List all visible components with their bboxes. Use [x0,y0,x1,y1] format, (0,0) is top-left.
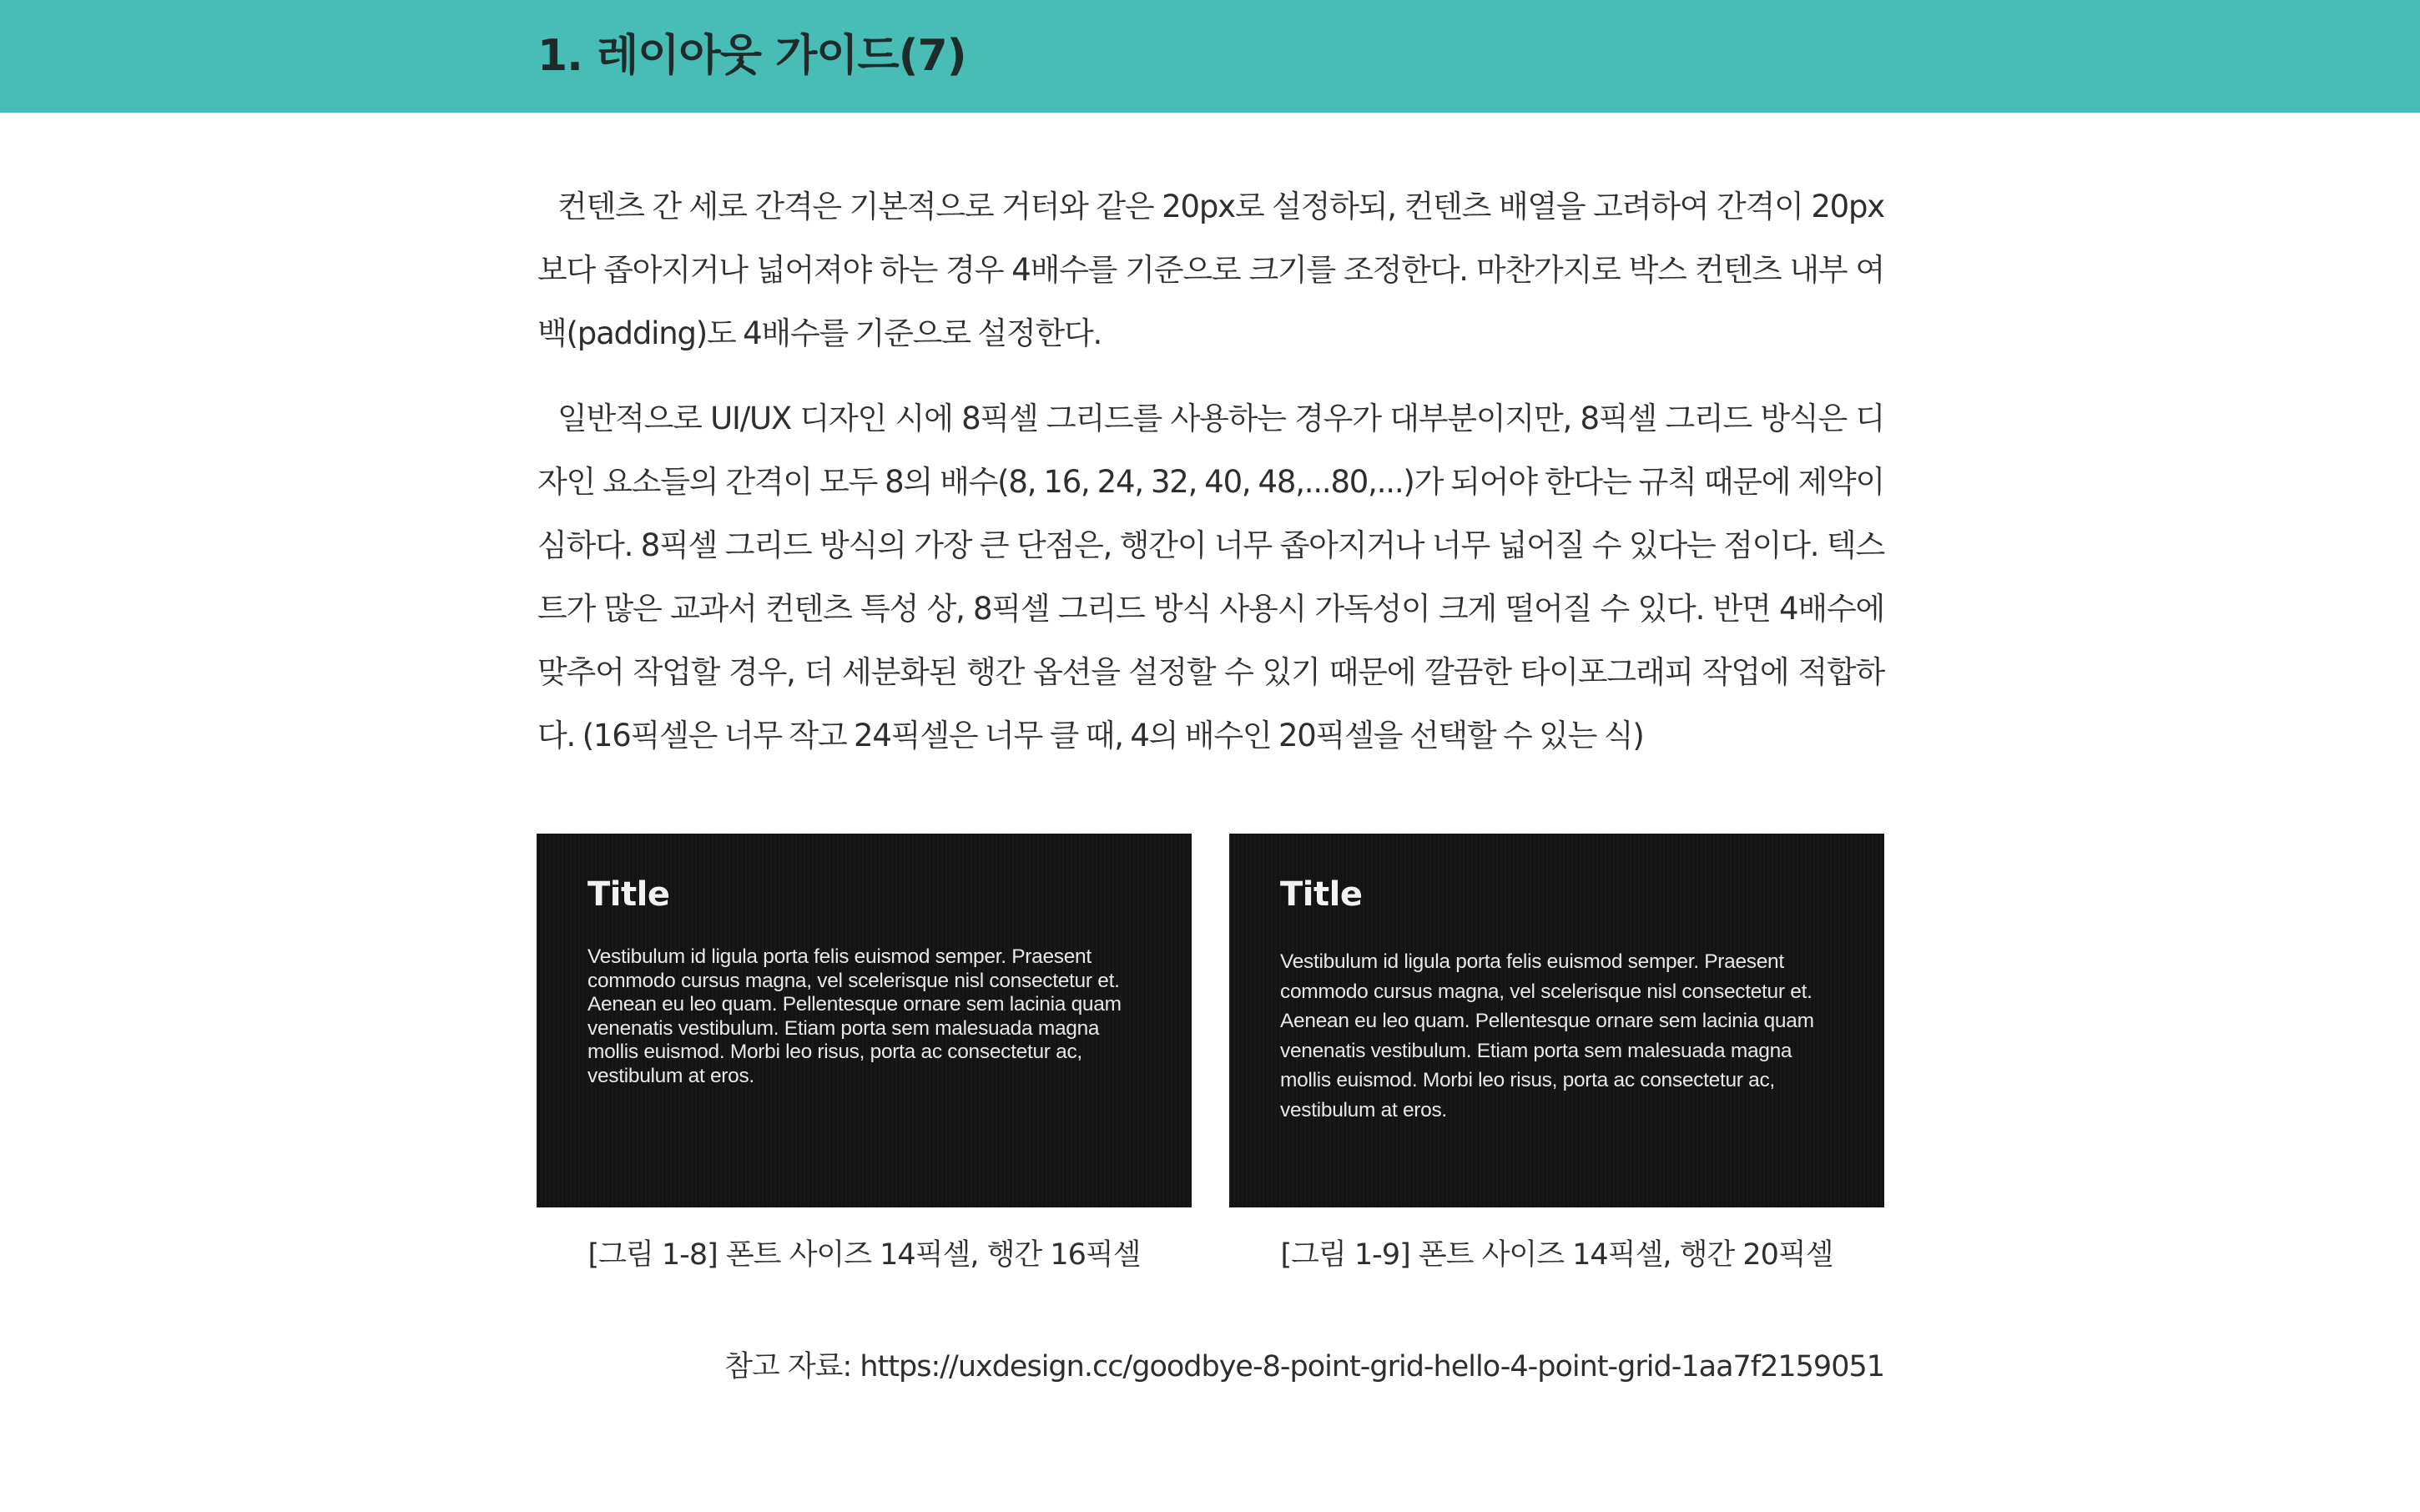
page-title: 1. 레이아웃 가이드(7) [537,31,966,81]
figure-caption: [그림 1-8] 폰트 사이즈 14픽셀, 행간 16픽셀 [587,1238,1141,1272]
paragraph-spacing: 컨텐츠 간 세로 간격은 기본적으로 거터와 같은 20px로 설정하되, 컨텐츠 배열을 고려하여 간격이 20px보다 좁아지거나 넓어져야 하는 경우 4배수를 기준으로 크기를 조정한다. 마찬가지로 박스 컨텐츠 내부 여백(padding)도 4배수를 기준으로 설정한다. [537,189,1884,351]
figure-sample-body: Vestibulum id ligula porta felis euismod semper. Praesent commodo cursus magna, vel scelerisque nisl consectetur et. Aenean eu leo quam. Pellentesque ornare sem lacinia quam venenatis vestibulum. Etiam porta sem malesuada magna mollis euismod. Morbi leo risus, porta ac consectetur ac, vestibulum at eros. [1280,950,1814,1121]
figure-image-line-height-20 [1229,834,1884,1207]
figure-1-9 [1229,834,1884,1273]
figure-sample-body: Vestibulum id ligula porta felis euismod semper. Praesent commodo cursus magna, vel scelerisque nisl consectetur et. Aenean eu leo quam. Pellentesque ornare sem lacinia quam venenatis vestibulum. Etiam porta sem malesuada magna mollis euismod. Morbi leo risus, porta ac consectetur ac, vestibulum at eros. [587,945,1122,1087]
figure-sample-title: Title [1280,875,1363,914]
paragraph-grid-comparison: 일반적으로 UI/UX 디자인 시에 8픽셀 그리드를 사용하는 경우가 대부분이지만, 8픽셀 그리드 방식은 디자인 요소들의 간격이 모두 8의 배수(8, 16, 24, 32, 40, 48,...80,...)가 되어야 한다는 규칙 때문에 제약이 심하다. 8픽셀 그리드 방식의 가장 큰 단점은, 행간이 너무 좁아지거나 너무 넓어질 수 있다는 점이다. 텍스트가 많은 교과서 컨텐츠 특성 상, 8픽셀 그리드 방식 사용시 가독성이 크게 떨어질 수 있다. 반면 4배수에 맞추어 작업할 경우, 더 세분화된 행간 옵션을 설정할 수 있기 때문에 깔끔한 타이포그래피 작업에 적합하다. (16픽셀은 너무 작고 24픽셀은 너무 클 때, 4의 배수인 20픽셀을 선택할 수 있는 식) [537,401,1884,753]
figure-sample-title: Title [587,875,670,914]
figure-comparison [537,834,1885,1301]
body-content [537,175,1884,768]
figure-image-line-height-16 [537,834,1192,1207]
figure-caption: [그림 1-9] 폰트 사이즈 14픽셀, 행간 20픽셀 [1280,1238,1833,1272]
figure-1-8 [537,834,1192,1273]
reference-link[interactable]: 참고 자료: https://uxdesign.cc/goodbye-8-point-grid-hello-4-point-grid-1aa7f2159051 [724,1350,1884,1383]
page-header [0,0,2420,113]
